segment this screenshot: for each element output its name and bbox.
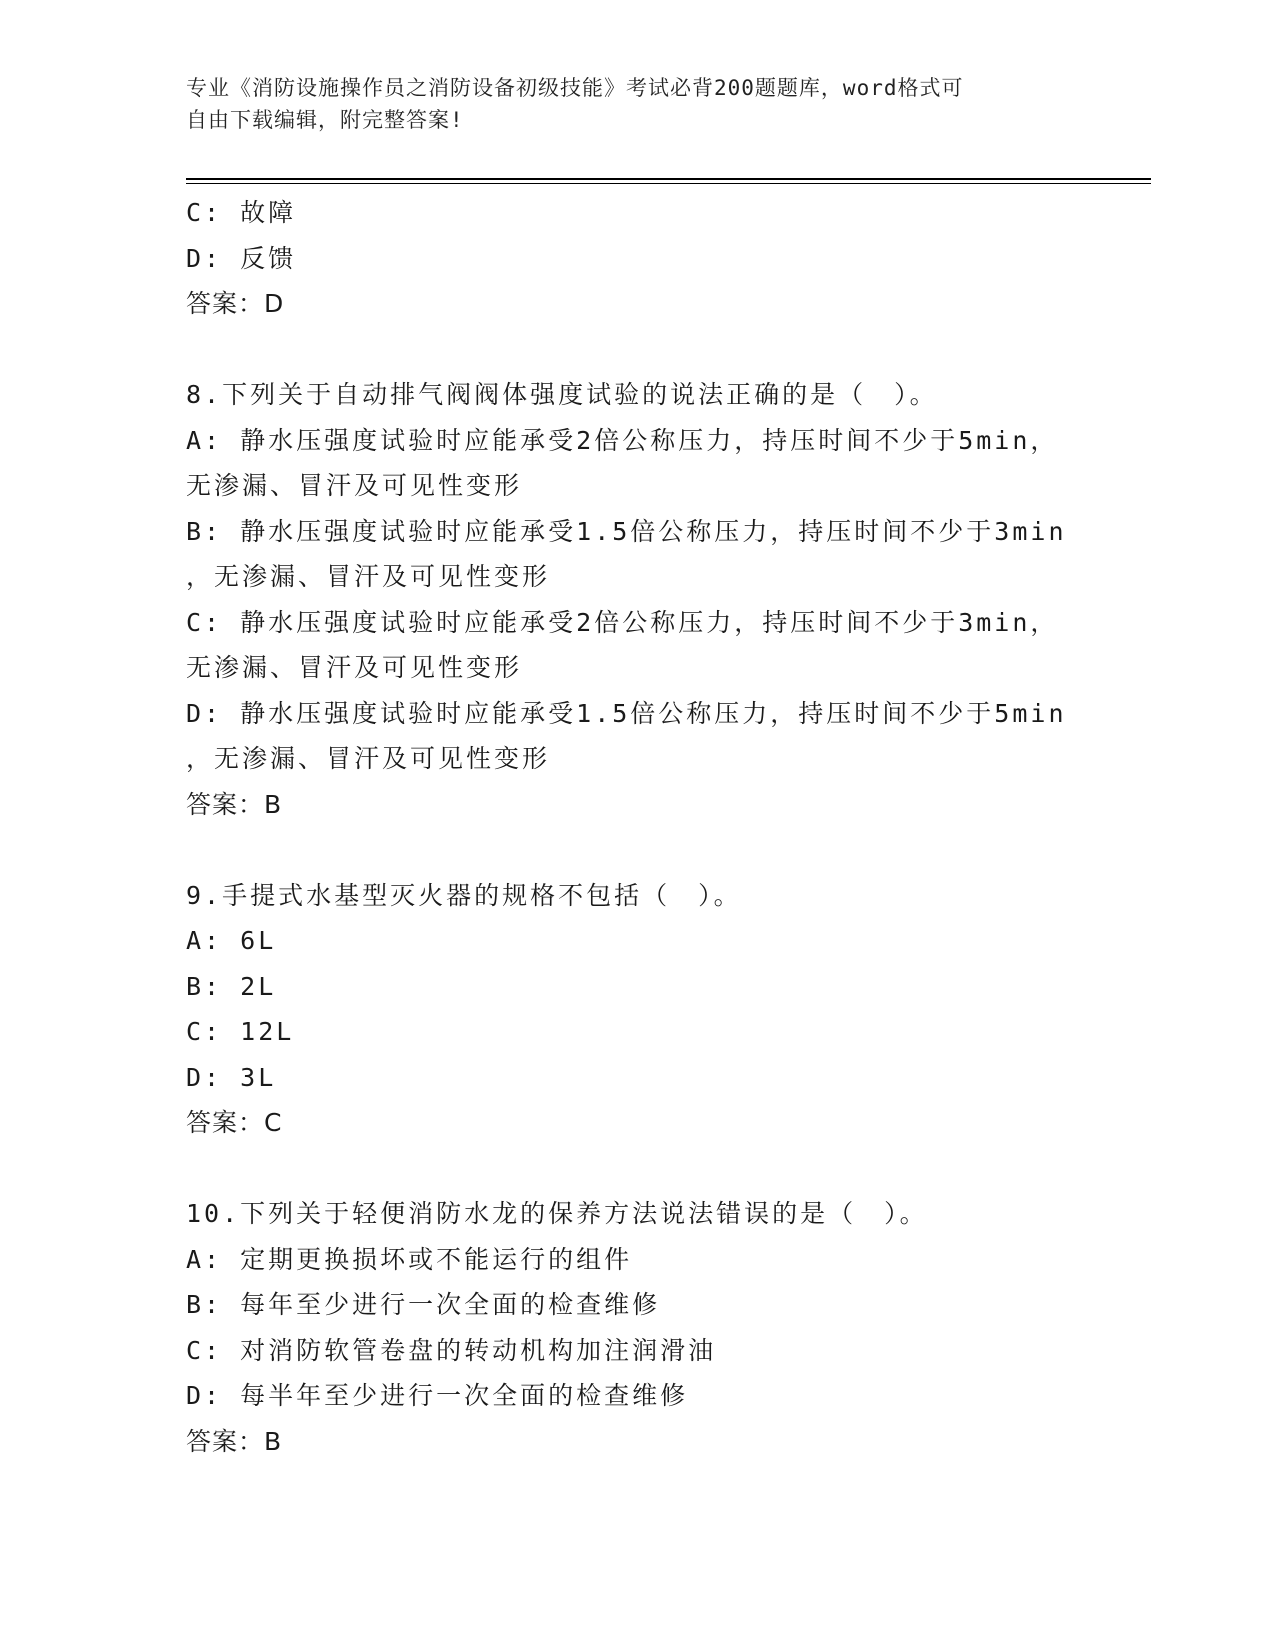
question-8 xyxy=(186,372,1116,827)
page-header xyxy=(186,72,1086,136)
question-9 xyxy=(186,873,1116,1146)
option-line: B: 静水压强度试验时应能承受1.5倍公称压力，持压时间不少于3min xyxy=(186,516,1067,546)
option-line: C: 12L xyxy=(186,1017,295,1046)
option-line: A: 定期更换损坏或不能运行的组件 xyxy=(186,1244,633,1274)
option-line: C: 故障 xyxy=(186,198,297,227)
answer-line: 答案：B xyxy=(186,1426,283,1456)
spacer xyxy=(186,327,1116,373)
answer-line: 答案：B xyxy=(186,789,283,819)
option-line: ，无渗漏、冒汗及可见性变形 xyxy=(186,744,551,773)
header-line-1: 专业《消防设施操作员之消防设备初级技能》考试必背200题题库，word格式可 xyxy=(186,76,964,100)
option-line: ，无渗漏、冒汗及可见性变形 xyxy=(186,562,551,591)
header-rule-thin xyxy=(186,183,1151,184)
option-line: A: 静水压强度试验时应能承受2倍公称压力，持压时间不少于5min， xyxy=(186,425,1059,455)
spacer xyxy=(186,827,1116,873)
option-line: 无渗漏、冒汗及可见性变形 xyxy=(186,653,523,682)
option-line: B: 每年至少进行一次全面的检查维修 xyxy=(186,1290,661,1319)
option-line: C: 静水压强度试验时应能承受2倍公称压力，持压时间不少于3min， xyxy=(186,607,1059,637)
question-stem: 8.下列关于自动排气阀阀体强度试验的说法正确的是（ ）。 xyxy=(186,380,938,409)
header-rule-thick xyxy=(186,178,1151,180)
question-10 xyxy=(186,1191,1116,1464)
option-line: D: 反馈 xyxy=(186,243,297,273)
document-body xyxy=(186,190,1116,1464)
header-line-2: 自由下载编辑，附完整答案! xyxy=(186,108,464,132)
question-7-tail xyxy=(186,190,1116,327)
question-stem: 9.手提式水基型灭火器的规格不包括（ ）。 xyxy=(186,880,742,910)
option-line: 无渗漏、冒汗及可见性变形 xyxy=(186,471,523,500)
spacer xyxy=(186,1146,1116,1192)
question-stem: 10.下列关于轻便消防水龙的保养方法说法错误的是（ ）。 xyxy=(186,1199,928,1228)
option-line: C: 对消防软管卷盘的转动机构加注润滑油 xyxy=(186,1335,717,1365)
option-line: D: 静水压强度试验时应能承受1.5倍公称压力，持压时间不少于5min xyxy=(186,698,1067,728)
option-line: A: 6L xyxy=(186,926,277,955)
option-line: B: 2L xyxy=(186,971,277,1001)
answer-line: 答案：C xyxy=(186,1108,283,1137)
answer-line: 答案：D xyxy=(186,289,285,318)
option-line: D: 3L xyxy=(186,1062,277,1092)
option-line: D: 每半年至少进行一次全面的检查维修 xyxy=(186,1381,689,1410)
